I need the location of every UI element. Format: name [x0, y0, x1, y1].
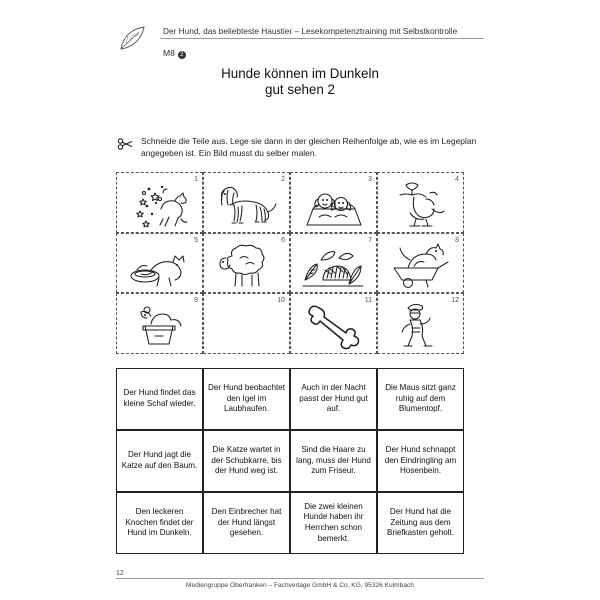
cell-number: 10: [277, 297, 285, 305]
cell-number: 1: [194, 176, 198, 183]
series-title: Der Hund, das beliebteste Haustier – Lesekompetenztraining mit Selbstkontrolle: [163, 26, 458, 36]
page-title-line-1: Hunde können im Dunkeln: [221, 66, 379, 81]
long-haired-dog-icon: [212, 179, 280, 229]
text-card[interactable]: Der Hund jagt die Katze auf den Baum.: [116, 430, 203, 492]
picture-grid: [116, 172, 464, 354]
picture-cell[interactable]: [290, 172, 377, 233]
text-card[interactable]: Der Hund findet das kleine Schaf wieder.: [116, 368, 203, 430]
cell-number: 7: [368, 236, 372, 244]
picture-cell[interactable]: [290, 233, 377, 294]
cell-number: 9: [194, 297, 198, 305]
level-badge: 2: [178, 51, 186, 59]
text-card[interactable]: Die zwei kleinen Hunde haben ihr Herrchen schon bemerkt.: [290, 492, 377, 554]
picture-cell[interactable]: [203, 172, 290, 233]
instruction-text: Schneide die Teile aus. Lege sie dann in der gleichen Reihenfolge ab, wie es im Legeplan angegeben ist. Ein Bild musst du selber malen.: [141, 136, 477, 158]
text-card[interactable]: Der Hund hat die Zeitung aus dem Briefkasten geholt.: [377, 492, 464, 554]
sheep-icon: [212, 240, 280, 290]
text-card[interactable]: Den Einbrecher hat der Hund längst gesehen.: [203, 492, 290, 554]
cat-in-bed-icon: [125, 240, 193, 290]
text-card[interactable]: Den leckeren Knochen findet der Hund im Dunkeln.: [116, 492, 203, 554]
worksheet-code-label: M8: [163, 48, 175, 58]
cell-number: 5: [194, 236, 198, 244]
mouse-on-flowerpot-icon: [386, 179, 454, 229]
picture-cell[interactable]: [203, 233, 290, 294]
page-number: 12: [116, 570, 124, 577]
picture-cell[interactable]: [377, 172, 464, 233]
picture-cell-empty[interactable]: [203, 293, 290, 354]
picture-cell[interactable]: [116, 172, 203, 233]
cell-number: 6: [281, 236, 285, 244]
text-card[interactable]: Sind die Haare zu lang, muss der Hund zum Friseur.: [290, 430, 377, 492]
cell-number: 8: [455, 236, 459, 244]
header-divider: [160, 38, 484, 39]
worksheet-code: [163, 48, 186, 59]
cell-number: 11: [364, 297, 372, 305]
burglar-icon: [386, 300, 454, 350]
hedgehog-in-leaves-icon: [299, 240, 367, 290]
cell-number: 4: [455, 176, 459, 183]
two-puppies-icon: [299, 179, 367, 229]
publisher-text: Mediengruppe Oberfranken – Fachverlage GmbH & Co. KG, 95326 Kulmbach: [186, 582, 414, 589]
cell-number: 12: [451, 297, 459, 305]
picture-cell[interactable]: [290, 293, 377, 354]
scissors-icon: [117, 138, 133, 150]
picture-cell[interactable]: [377, 233, 464, 294]
cat-in-wheelbarrow-icon: [386, 240, 454, 290]
text-card[interactable]: Die Katze wartet in der Schubkarre, bis der Hund weg ist.: [203, 430, 290, 492]
bone-icon: [299, 300, 367, 350]
text-grid: [116, 368, 464, 554]
picture-cell[interactable]: [377, 293, 464, 354]
text-card[interactable]: Der Hund beobachtet den Igel im Laubhaufen.: [203, 368, 290, 430]
text-card[interactable]: Die Maus sitzt ganz ruhig auf dem Blumentopf.: [377, 368, 464, 430]
page-title-line-2: gut sehen 2: [265, 82, 335, 97]
picture-cell[interactable]: [116, 233, 203, 294]
text-card[interactable]: Der Hund schnappt den Eindringling am Hosenbein.: [377, 430, 464, 492]
dog-with-stars-icon: [125, 179, 193, 229]
cell-number: 2: [281, 176, 285, 183]
cell-number: 3: [368, 176, 372, 183]
picture-cell[interactable]: [116, 293, 203, 354]
text-card[interactable]: Auch in der Nacht passt der Hund gut auf.: [290, 368, 377, 430]
leaf-icon: [116, 22, 148, 54]
footer-divider: [116, 578, 484, 579]
mouse-on-pot-icon: [125, 300, 193, 350]
